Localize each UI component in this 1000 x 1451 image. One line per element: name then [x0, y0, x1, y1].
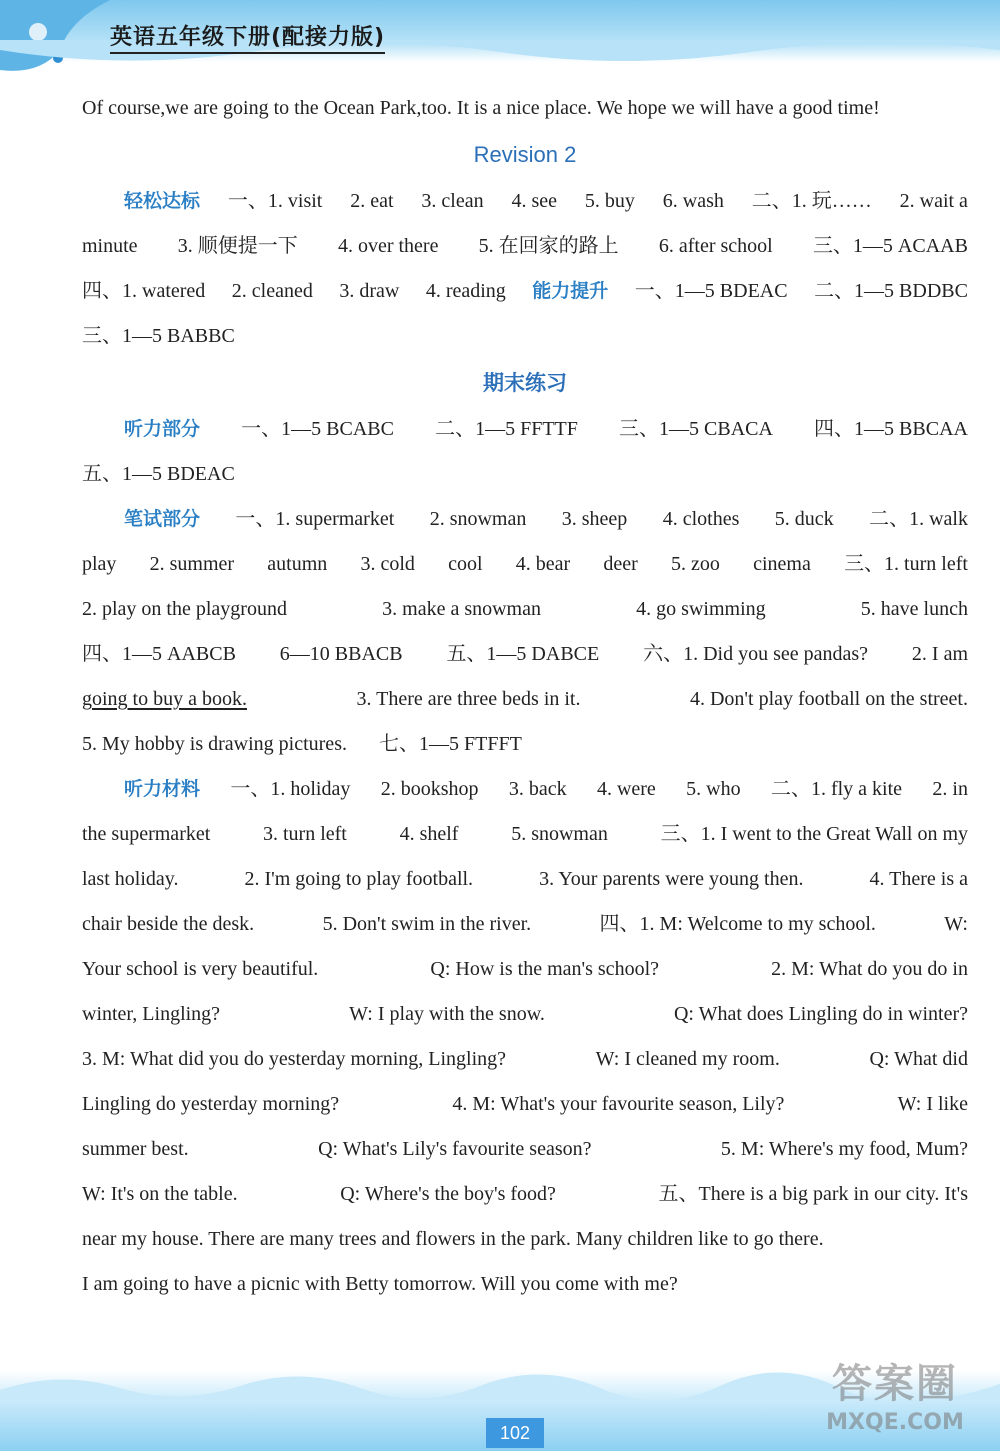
answer-item: 2. cleaned — [231, 280, 313, 302]
answer-item: 一、1—5 BDEAC — [634, 280, 788, 302]
answer-item: 3. M: What did you do yesterday morning, Lingling? — [82, 1048, 507, 1070]
answer-item: Q: What's Lily's favourite season? — [318, 1138, 592, 1160]
answer-item: 4. clothes — [662, 508, 740, 530]
text-line — [82, 677, 968, 722]
answer-item: 三、1. turn left — [844, 553, 968, 575]
answer-item: 3. back — [508, 778, 567, 800]
answer-item: 3. draw — [339, 280, 400, 302]
answer-item: W: I play with the snow. — [349, 1003, 545, 1025]
answer-item: 5. who — [686, 778, 741, 800]
answer-item: 2. play on the playground — [82, 598, 287, 620]
answer-item: 四、1. M: Welcome to my school. — [599, 913, 876, 935]
answer-item: 4. Don't play football on the street. — [689, 688, 968, 710]
answer-item: 4. see — [511, 190, 558, 212]
answer-item: 二、1. fly a kite — [770, 778, 903, 800]
answer-item: 5. 在回家的路上 — [478, 235, 619, 257]
text-line — [82, 812, 968, 857]
answer-item: deer — [603, 553, 638, 575]
text-line — [82, 1172, 968, 1217]
answer-item: 四、1. watered — [82, 280, 206, 302]
answer-item: 3. clean — [421, 190, 484, 212]
answer-item: 3. There are three beds in it. — [356, 688, 581, 710]
line-text: near my house. There are many trees and flowers in the park. Many children like to go there. — [82, 1228, 824, 1250]
text-line — [82, 497, 968, 542]
answer-item: 2. bookshop — [380, 778, 479, 800]
answer-item: the supermarket — [82, 823, 211, 845]
answer-item: 5. zoo — [671, 553, 720, 575]
answer-item: 4. bear — [515, 553, 571, 575]
answer-item: cool — [448, 553, 483, 575]
answer-item: 4. shelf — [399, 823, 459, 845]
answer-item: 一、1—5 BCABC — [241, 418, 394, 440]
answer-item: 3. make a snowman — [382, 598, 541, 620]
answer-item: 二、1. walk — [869, 508, 968, 530]
answer-item: 4. M: What's your favourite season, Lily? — [452, 1093, 785, 1115]
answer-item: 五、1—5 BDEAC — [82, 463, 235, 485]
answer-item: 5. buy — [584, 190, 635, 212]
label-listening-material: 听力材料 — [124, 778, 201, 800]
answer-item: Q: What did — [869, 1048, 968, 1070]
text-line — [82, 407, 968, 452]
text-line — [82, 857, 968, 902]
answer-item: winter, Lingling? — [82, 1003, 221, 1025]
answer-item: 2. in — [932, 778, 968, 800]
watermark-cn: 答案圈 — [832, 1361, 958, 1407]
answer-item: 二、1—5 FFTTF — [435, 418, 578, 440]
text-line — [82, 767, 968, 812]
answer-item: 五、1—5 DABCE — [446, 643, 600, 665]
book-title: 英语五年级下册(配接力版) — [110, 20, 385, 54]
answer-item: 二、1. 玩…… — [751, 190, 872, 212]
answer-item: Lingling do yesterday morning? — [82, 1093, 340, 1115]
answer-item: 2. summer — [149, 553, 235, 575]
watermark — [800, 1360, 990, 1448]
text-line — [82, 632, 968, 677]
line-text: Of course,we are going to the Ocean Park,too. It is a nice place. We hope we will have a good time! — [82, 97, 880, 119]
text-line — [82, 1217, 968, 1262]
text-line — [82, 224, 968, 269]
answer-item: summer best. — [82, 1138, 189, 1160]
text-line — [82, 1082, 968, 1127]
answer-item: going to buy a book. — [82, 688, 247, 710]
answer-item: 5. snowman — [511, 823, 608, 845]
label-ability-improve: 能力提升 — [532, 280, 609, 302]
answer-item: 四、1—5 BBCAA — [814, 418, 968, 440]
answer-item: 2. wait a — [899, 190, 968, 212]
answer-item: 3. turn left — [263, 823, 347, 845]
label-listening: 听力部分 — [124, 418, 201, 440]
answer-item: 3. sheep — [561, 508, 628, 530]
answer-item: 4. over there — [337, 235, 439, 257]
answer-item: 2. eat — [350, 190, 394, 212]
answer-item: 3. cold — [360, 553, 415, 575]
answer-item: 一、1. holiday — [230, 778, 351, 800]
answer-item: 2. I am — [911, 643, 968, 665]
answer-item: 4. There is a — [869, 868, 968, 890]
answer-item: 2. I'm going to play football. — [244, 868, 474, 890]
answer-item: 七、1—5 FTFFT — [378, 733, 522, 755]
text-line — [82, 542, 968, 587]
section-title-final: 期末练习 — [483, 371, 567, 395]
section-title-revision2: Revision 2 — [473, 142, 577, 167]
answer-item: 4. were — [596, 778, 656, 800]
answer-item: minute — [82, 235, 138, 257]
answer-item: 5. My hobby is drawing pictures. — [82, 733, 347, 755]
text-line — [82, 587, 968, 632]
answer-item: 五、There is a big park in our city. It's — [658, 1183, 968, 1205]
text-line — [82, 86, 968, 131]
answer-item: W: — [944, 913, 968, 935]
answer-item: 6. wash — [662, 190, 724, 212]
answer-item: Q: Where's the boy's food? — [340, 1183, 556, 1205]
text-line — [82, 452, 968, 497]
text-line — [82, 722, 968, 767]
answer-item: 六、1. Did you see pandas? — [643, 643, 869, 665]
text-line — [82, 1037, 968, 1082]
answer-item: 6—10 BBACB — [279, 643, 403, 665]
text-line — [82, 992, 968, 1037]
answer-item: 5. M: Where's my food, Mum? — [720, 1138, 968, 1160]
answer-item: 三、1—5 CBACA — [619, 418, 773, 440]
answer-item: Your school is very beautiful. — [82, 958, 319, 980]
text-line — [82, 947, 968, 992]
answer-item: W: I cleaned my room. — [595, 1048, 780, 1070]
answer-item: 三、1. I went to the Great Wall on my — [660, 823, 968, 845]
answer-item: W: It's on the table. — [82, 1183, 238, 1205]
answer-item: 一、1. supermarket — [235, 508, 395, 530]
answer-item: last holiday. — [82, 868, 179, 890]
answer-content — [82, 86, 968, 1307]
answer-item: cinema — [753, 553, 811, 575]
text-line — [82, 1262, 968, 1307]
answer-item: 5. Don't swim in the river. — [322, 913, 532, 935]
answer-item: 四、1—5 AABCB — [82, 643, 236, 665]
answer-item: 5. have lunch — [860, 598, 968, 620]
answer-item: autumn — [267, 553, 328, 575]
answer-item: Q: What does Lingling do in winter? — [673, 1003, 968, 1025]
text-line — [82, 314, 968, 359]
text-line — [82, 1127, 968, 1172]
text-line — [82, 902, 968, 947]
watermark-en: MXQE.COM — [826, 1410, 964, 1435]
answer-item: 5. duck — [774, 508, 834, 530]
answer-item: 4. go swimming — [636, 598, 766, 620]
answer-item: 一、1. visit — [227, 190, 323, 212]
answer-item: 三、1—5 BABBC — [82, 325, 235, 347]
answer-item: Q: How is the man's school? — [430, 958, 659, 980]
answer-item: 三、1—5 ACAAB — [812, 235, 968, 257]
answer-item: 二、1—5 BDDBC — [814, 280, 968, 302]
line-text: I am going to have a picnic with Betty tomorrow. Will you come with me? — [82, 1273, 678, 1295]
label-written: 笔试部分 — [124, 508, 201, 530]
answer-item: 3. Your parents were young then. — [539, 868, 804, 890]
answer-item: chair beside the desk. — [82, 913, 255, 935]
label-easy-practice: 轻松达标 — [124, 190, 201, 212]
answer-item: play — [82, 553, 117, 575]
text-line — [82, 179, 968, 224]
answer-item: 6. after school — [658, 235, 773, 257]
answer-item: 2. M: What do you do in — [771, 958, 968, 980]
answer-item: W: I like — [897, 1093, 968, 1115]
text-line — [82, 269, 968, 314]
answer-item: 2. snowman — [429, 508, 527, 530]
answer-item: 4. reading — [425, 280, 506, 302]
answer-item: 3. 顺便提一下 — [177, 235, 298, 257]
page-number: 102 — [486, 1418, 544, 1448]
